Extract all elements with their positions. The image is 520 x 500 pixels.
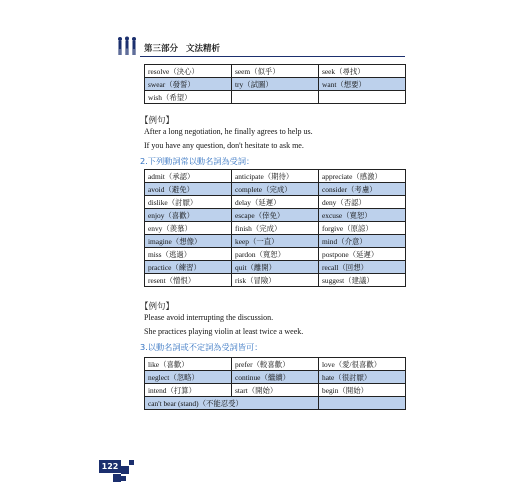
table-cell: continue（繼續） [232,371,319,384]
table-cell: seem（似乎） [232,65,319,78]
table-cell: love（愛/很喜歡） [319,358,406,371]
table-cell: quit（離開） [232,261,319,274]
table-cell: suggest（建議） [319,274,406,287]
table-cell: swear（發誓） [145,78,232,91]
vocab-table-gerund [144,169,406,287]
table-cell: begin（開始） [319,384,406,397]
example-label: 【例句】 [140,116,175,126]
example-sentence: If you have any question, don't hesitate to ask me. [144,141,304,150]
section-title: 3.以動名詞或不定詞為受詞皆可： [140,342,263,352]
table-row [145,358,406,371]
table-cell: recall（回想） [319,261,406,274]
table-cell: miss（逃過） [145,248,232,261]
table-row [145,261,406,274]
table-cell: delay（延遲） [232,196,319,209]
table-row [145,384,406,397]
table-cell: excuse（寬恕） [319,209,406,222]
decorative-square [113,474,121,482]
example-sentence: After a long negotiation, he finally agrees to help us. [144,127,313,136]
table-cell: complete（完成） [232,183,319,196]
vocab-table-both [144,357,406,410]
header-section: 文法精析 [186,44,221,54]
table-cell: appreciate（感激） [319,170,406,183]
table-cell: pardon（寬恕） [232,248,319,261]
table-cell: deny（否認） [319,196,406,209]
table-row [145,274,406,287]
table-cell: practice（練習） [145,261,232,274]
table-cell: keep（一直） [232,235,319,248]
vocab-table-infinitive [144,64,406,104]
table-cell: postpone（延遲） [319,248,406,261]
table-row [145,222,406,235]
table-row [145,235,406,248]
table-cell: finish（完成） [232,222,319,235]
table-cell: escape（倖免） [232,209,319,222]
table-row [145,65,406,78]
table-cell: seek（尋找） [319,65,406,78]
table-row [145,183,406,196]
table-cell: prefer（較喜歡） [232,358,319,371]
table-row [145,209,406,222]
table-cell: can't bear (stand)（不能忍受） [145,397,319,410]
figures-logo-icon [116,36,138,56]
header-rule [140,56,405,57]
table-cell: resent（憎恨） [145,274,232,287]
decorative-square [121,466,129,474]
table-cell: resolve（決心） [145,65,232,78]
table-cell: try（試圖） [232,78,319,91]
table-row [145,397,406,410]
header-title [144,42,228,54]
table-cell: avoid（避免） [145,183,232,196]
table-cell: wish（希望） [145,91,232,104]
decorative-square [129,460,134,465]
header-part: 第三部分 [144,44,179,54]
table-row [145,248,406,261]
table-cell: want（想要） [319,78,406,91]
table-cell: imagine（想像） [145,235,232,248]
table-row [145,78,406,91]
example-sentence: Please avoid interrupting the discussion. [144,313,274,322]
table-cell: forgive（原諒） [319,222,406,235]
table-cell: intend（打算） [145,384,232,397]
table-cell: envy（羨慕） [145,222,232,235]
table-cell: dislike（討厭） [145,196,232,209]
table-cell: mind（介意） [319,235,406,248]
page-header [116,34,416,56]
example-sentence: She practices playing violin at least twice a week. [144,327,304,336]
section-title: 2.下列動詞常以動名詞為受詞： [140,156,255,166]
table-cell [319,397,406,410]
table-cell [319,91,406,104]
table-cell: risk（冒險） [232,274,319,287]
table-cell: like（喜歡） [145,358,232,371]
table-cell: start（開始） [232,384,319,397]
decorative-square [121,476,126,481]
table-cell: anticipate（期待） [232,170,319,183]
table-cell: admit（承認） [145,170,232,183]
page-number: 122 [99,460,121,473]
table-cell [232,91,319,104]
table-cell: neglect（忽略） [145,371,232,384]
table-row [145,371,406,384]
table-row [145,170,406,183]
table-row [145,196,406,209]
table-cell: enjoy（喜歡） [145,209,232,222]
example-label: 【例句】 [140,302,175,312]
table-cell: hate（很討厭） [319,371,406,384]
table-row [145,91,406,104]
table-cell: consider（考慮） [319,183,406,196]
